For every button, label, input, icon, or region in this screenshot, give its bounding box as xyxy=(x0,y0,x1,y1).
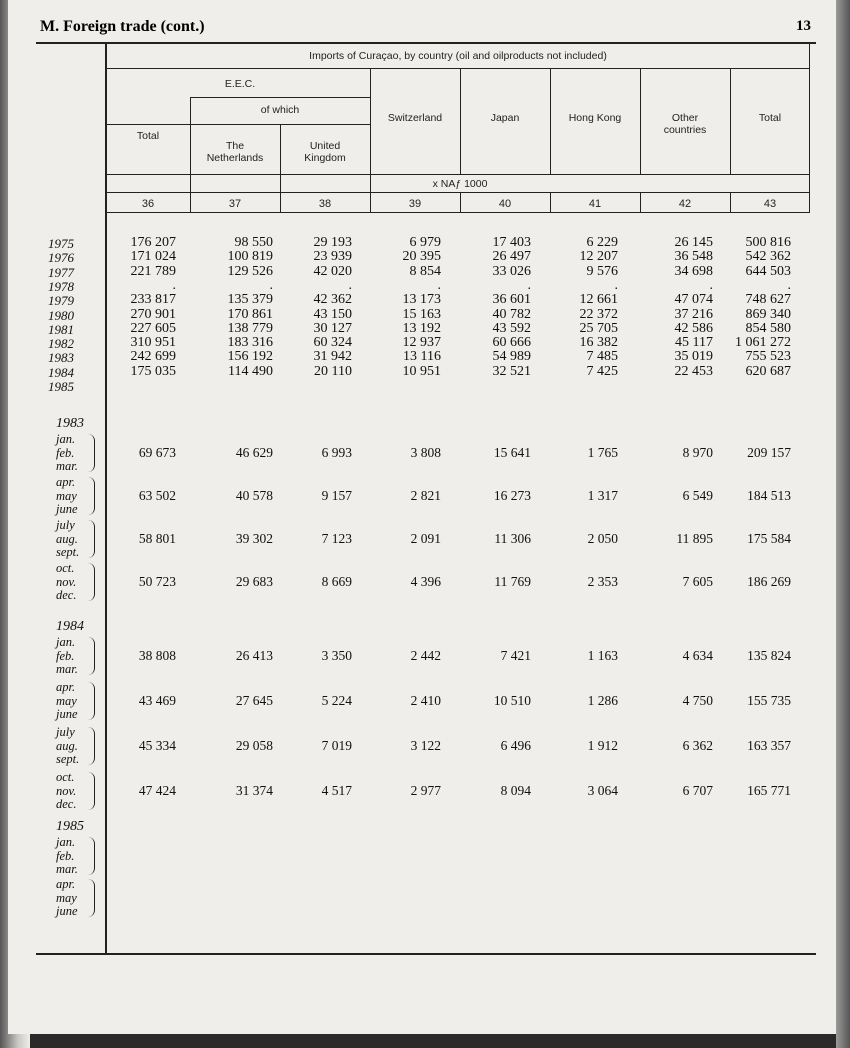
annual-cell: 270 901 xyxy=(130,306,176,322)
quarter-cell: 50 723 xyxy=(138,574,176,589)
annual-cell: 43 592 xyxy=(492,320,531,336)
column-number: 37 xyxy=(228,198,242,210)
header-netherlands: The Netherlands xyxy=(206,140,264,164)
annual-cell: 35 019 xyxy=(674,349,713,365)
quarter-cell: 2 821 xyxy=(410,488,441,503)
month-label: sept. xyxy=(56,545,80,559)
document-page xyxy=(8,0,836,1034)
year-label: 1976 xyxy=(48,250,74,266)
quarter-cell: 155 735 xyxy=(747,693,791,708)
annual-cell: . xyxy=(172,277,176,293)
annual-cell: 30 127 xyxy=(313,320,352,336)
annual-cell: 37 216 xyxy=(674,306,713,322)
header-switzerland: Switzerland xyxy=(387,112,443,124)
month-label: jan. xyxy=(56,635,76,649)
quarter-cell: 1 163 xyxy=(587,648,618,663)
quarter-cell: 2 050 xyxy=(587,531,618,546)
header-of-which: of which xyxy=(260,104,300,116)
quarter-cell: 7 421 xyxy=(500,648,531,663)
quarter-cell: 31 374 xyxy=(235,783,273,798)
quarter-cell: 45 334 xyxy=(138,738,176,753)
annual-cell: 34 698 xyxy=(674,263,713,279)
month-label: july xyxy=(56,725,75,739)
quarter-cell: 8 669 xyxy=(321,574,352,589)
annual-cell: 869 340 xyxy=(745,306,791,322)
quarter-cell: 47 424 xyxy=(138,783,176,798)
column-number: 42 xyxy=(678,198,692,210)
quarter-cell: 1 286 xyxy=(587,693,618,708)
year-label: 1982 xyxy=(48,336,74,352)
quarter-cell: 3 808 xyxy=(410,445,441,460)
quarter-cell: 2 410 xyxy=(410,693,441,708)
month-label: apr. xyxy=(56,475,76,489)
quarter-cell: 43 469 xyxy=(138,693,176,708)
month-label: jan. xyxy=(56,432,76,446)
quarter-cell: 6 707 xyxy=(682,783,713,798)
quarter-cell: 63 502 xyxy=(138,488,176,503)
year-label: 1985 xyxy=(48,379,74,394)
annual-cell: 42 362 xyxy=(313,292,352,308)
quarter-cell: 69 673 xyxy=(138,445,176,460)
annual-cell: 47 074 xyxy=(674,292,713,308)
annual-cell: 6 979 xyxy=(409,235,441,250)
annual-cell: 114 490 xyxy=(228,363,273,379)
annual-cell: 7 425 xyxy=(586,363,618,379)
header-other-countries: Other countries xyxy=(663,112,707,136)
annual-cell: 500 816 xyxy=(745,235,791,250)
annual-cell: 176 207 xyxy=(130,235,176,250)
quarter-cell: 4 517 xyxy=(321,783,352,798)
quarter-cell: 38 808 xyxy=(138,648,176,663)
annual-cell: 12 661 xyxy=(579,292,618,308)
month-label: may xyxy=(56,693,77,708)
year-label: 1984 xyxy=(48,364,74,380)
annual-cell: 22 372 xyxy=(579,306,618,322)
annual-cell: . xyxy=(269,277,273,293)
quarter-cell: 11 895 xyxy=(676,531,713,546)
quarter-cell: 40 578 xyxy=(235,488,273,503)
quarter-cell: 1 765 xyxy=(587,445,618,460)
year-label: 1980 xyxy=(48,307,74,323)
quarter-cell: 1 317 xyxy=(587,488,618,503)
annual-cell: 227 605 xyxy=(130,320,176,336)
annual-cell: 36 548 xyxy=(674,249,713,265)
annual-cell: 42 586 xyxy=(674,320,713,336)
annual-cell: 6 229 xyxy=(586,235,618,250)
annual-cell: 8 854 xyxy=(409,263,441,279)
annual-cell: 135 379 xyxy=(227,292,273,308)
quarter-cell: 2 091 xyxy=(410,531,441,546)
annual-cell: 20 395 xyxy=(402,249,441,265)
month-label: feb. xyxy=(56,848,75,863)
column-number: 41 xyxy=(588,198,602,210)
year-label: 1978 xyxy=(48,278,74,294)
quarter-brace xyxy=(88,837,95,875)
annual-cell: 242 699 xyxy=(130,349,176,365)
quarter-cell: 8 094 xyxy=(500,783,531,798)
page-number: 13 xyxy=(796,18,811,34)
annual-cell: 45 117 xyxy=(675,335,713,351)
quarter-cell: 3 122 xyxy=(410,738,441,753)
year-label: 1977 xyxy=(48,264,74,280)
annual-cell: 33 026 xyxy=(492,263,531,279)
month-label: apr. xyxy=(56,680,76,694)
month-label: feb. xyxy=(56,648,75,663)
annual-cell: 60 666 xyxy=(492,335,531,351)
annual-cell: 13 173 xyxy=(402,292,441,308)
annual-cell: 54 989 xyxy=(492,349,531,365)
quarter-cell: 4 634 xyxy=(682,648,713,663)
month-label: sept. xyxy=(56,752,80,766)
annual-cell: 156 192 xyxy=(227,349,273,365)
header-total: Total xyxy=(136,130,160,142)
quarter-cell: 29 683 xyxy=(235,574,273,589)
quarter-cell: 2 977 xyxy=(410,783,441,798)
annual-cell: 9 576 xyxy=(586,263,618,279)
month-label: oct. xyxy=(56,561,75,575)
quarter-cell: 6 496 xyxy=(500,738,531,753)
annual-cell: 15 163 xyxy=(402,306,441,322)
annual-cell: 42 020 xyxy=(313,263,352,279)
quarter-cell: 15 641 xyxy=(493,445,531,460)
annual-cell: 183 316 xyxy=(227,335,273,351)
unit-label: x NAƒ 1000 xyxy=(432,178,488,190)
quarter-brace xyxy=(88,879,95,917)
annual-cell: 129 526 xyxy=(227,263,273,279)
year-label: 1983 xyxy=(48,350,74,366)
quarter-cell: 163 357 xyxy=(747,738,791,753)
month-label: jan. xyxy=(56,835,76,849)
column-number: 39 xyxy=(408,198,422,210)
month-label: may xyxy=(56,488,77,503)
column-number: 38 xyxy=(318,198,332,210)
quarter-cell: 6 993 xyxy=(321,445,352,460)
quarter-cell: 186 269 xyxy=(747,574,791,589)
annual-cell: 60 324 xyxy=(313,335,352,351)
quarter-cell: 135 824 xyxy=(747,648,791,663)
quarter-cell: 2 442 xyxy=(410,648,441,663)
quarter-cell: 29 058 xyxy=(235,738,273,753)
header-uk: United Kingdom xyxy=(304,140,346,164)
annual-cell: 13 192 xyxy=(402,320,441,336)
quarter-cell: 4 750 xyxy=(682,693,713,708)
annual-cell: 175 035 xyxy=(130,363,176,379)
quarter-cell: 6 362 xyxy=(682,738,713,753)
year-label: 1979 xyxy=(48,293,74,309)
annual-cell: 98 550 xyxy=(234,235,273,250)
annual-cell: 170 861 xyxy=(227,306,273,322)
annual-cell: 12 937 xyxy=(402,335,441,351)
annual-cell: 233 817 xyxy=(130,292,176,308)
year-label: 1975 xyxy=(48,236,74,251)
year-label: 1981 xyxy=(48,321,74,337)
annual-cell: 748 627 xyxy=(745,292,791,308)
annual-cell: 310 951 xyxy=(130,335,176,351)
column-number: 36 xyxy=(141,198,155,210)
month-label: mar. xyxy=(56,662,78,676)
annual-cell: 171 024 xyxy=(130,249,176,265)
quarter-cell: 3 064 xyxy=(587,783,618,798)
annual-cell: 26 145 xyxy=(674,235,713,250)
quarter-cell: 9 157 xyxy=(321,488,352,503)
month-label: aug. xyxy=(56,738,78,753)
annual-cell: . xyxy=(348,277,352,293)
header-eec: E.E.C. xyxy=(224,78,256,90)
annual-cell: . xyxy=(787,277,791,293)
quarter-year-label: 1985 xyxy=(56,819,84,834)
month-label: oct. xyxy=(56,770,75,784)
quarter-cell: 1 912 xyxy=(587,738,618,753)
month-label: june xyxy=(56,904,78,918)
annual-cell: 31 942 xyxy=(313,349,352,365)
annual-cell: 20 110 xyxy=(314,363,352,379)
quarter-cell: 165 771 xyxy=(747,783,791,798)
month-label: june xyxy=(56,502,78,516)
annual-cell: 13 116 xyxy=(403,349,441,365)
annual-cell: . xyxy=(709,277,713,293)
month-label: apr. xyxy=(56,877,76,891)
month-label: dec. xyxy=(56,797,77,811)
annual-cell: 17 403 xyxy=(492,235,531,250)
month-label: dec. xyxy=(56,588,77,602)
annual-cell: . xyxy=(437,277,441,293)
page-edge xyxy=(836,0,850,1048)
annual-cell: 25 705 xyxy=(579,320,618,336)
annual-cell: 1 061 272 xyxy=(735,335,791,351)
quarter-cell: 184 513 xyxy=(747,488,791,503)
quarter-year-label: 1983 xyxy=(56,416,84,431)
annual-cell: 221 789 xyxy=(130,263,176,279)
quarter-cell: 7 605 xyxy=(682,574,713,589)
quarter-cell: 2 353 xyxy=(587,574,618,589)
month-label: nov. xyxy=(56,783,77,798)
month-label: july xyxy=(56,518,75,532)
column-number: 43 xyxy=(763,198,777,210)
quarter-cell: 46 629 xyxy=(235,445,273,460)
header-hong-kong: Hong Kong xyxy=(568,112,622,124)
annual-cell: 22 453 xyxy=(674,363,713,379)
column-number: 40 xyxy=(498,198,512,210)
quarter-cell: 3 350 xyxy=(321,648,352,663)
header-japan: Japan xyxy=(490,112,520,124)
quarter-cell: 27 645 xyxy=(235,693,273,708)
month-label: june xyxy=(56,707,78,721)
annual-cell: 138 779 xyxy=(227,320,273,336)
annual-cell: 100 819 xyxy=(227,249,273,265)
annual-cell: 32 521 xyxy=(492,363,531,379)
month-label: nov. xyxy=(56,574,77,589)
quarter-cell: 39 302 xyxy=(235,531,273,546)
annual-cell: . xyxy=(527,277,531,293)
quarter-cell: 26 413 xyxy=(235,648,273,663)
quarter-cell: 11 769 xyxy=(494,574,531,589)
section-title: M. Foreign trade (cont.) xyxy=(40,18,205,35)
quarter-cell: 58 801 xyxy=(138,531,176,546)
annual-cell: 40 782 xyxy=(492,306,531,322)
annual-cell: . xyxy=(614,277,618,293)
annual-cell: 10 951 xyxy=(402,363,441,379)
quarter-cell: 209 157 xyxy=(747,445,791,460)
quarter-cell: 16 273 xyxy=(493,488,531,503)
annual-cell: 36 601 xyxy=(492,292,531,308)
table-title: Imports of Curaçao, by country (oil and oilproducts not included) xyxy=(309,50,607,62)
annual-cell: 542 362 xyxy=(745,249,791,265)
annual-cell: 755 523 xyxy=(745,349,791,365)
quarter-cell: 175 584 xyxy=(747,531,791,546)
quarter-cell: 11 306 xyxy=(494,531,531,546)
quarter-cell: 4 396 xyxy=(410,574,441,589)
annual-cell: 644 503 xyxy=(745,263,791,279)
annual-cell: 23 939 xyxy=(313,249,352,265)
quarter-cell: 5 224 xyxy=(321,693,352,708)
quarter-cell: 8 970 xyxy=(682,445,713,460)
month-label: may xyxy=(56,890,77,905)
month-label: aug. xyxy=(56,531,78,546)
annual-cell: 620 687 xyxy=(745,363,791,379)
month-label: mar. xyxy=(56,459,78,473)
quarter-year-label: 1984 xyxy=(56,619,84,634)
annual-cell: 7 485 xyxy=(586,349,618,365)
header-grand-total: Total xyxy=(758,112,782,124)
annual-cell: 12 207 xyxy=(579,249,618,265)
annual-cell: 16 382 xyxy=(579,335,618,351)
annual-cell: 29 193 xyxy=(313,235,352,250)
annual-cell: 854 580 xyxy=(745,320,791,336)
annual-cell: 26 497 xyxy=(492,249,531,265)
month-label: feb. xyxy=(56,445,75,460)
quarter-cell: 10 510 xyxy=(493,693,531,708)
month-label: mar. xyxy=(56,862,78,876)
quarter-cell: 7 123 xyxy=(321,531,352,546)
quarter-cell: 6 549 xyxy=(682,488,713,503)
quarter-cell: 7 019 xyxy=(321,738,352,753)
annual-cell: 43 150 xyxy=(313,306,352,322)
